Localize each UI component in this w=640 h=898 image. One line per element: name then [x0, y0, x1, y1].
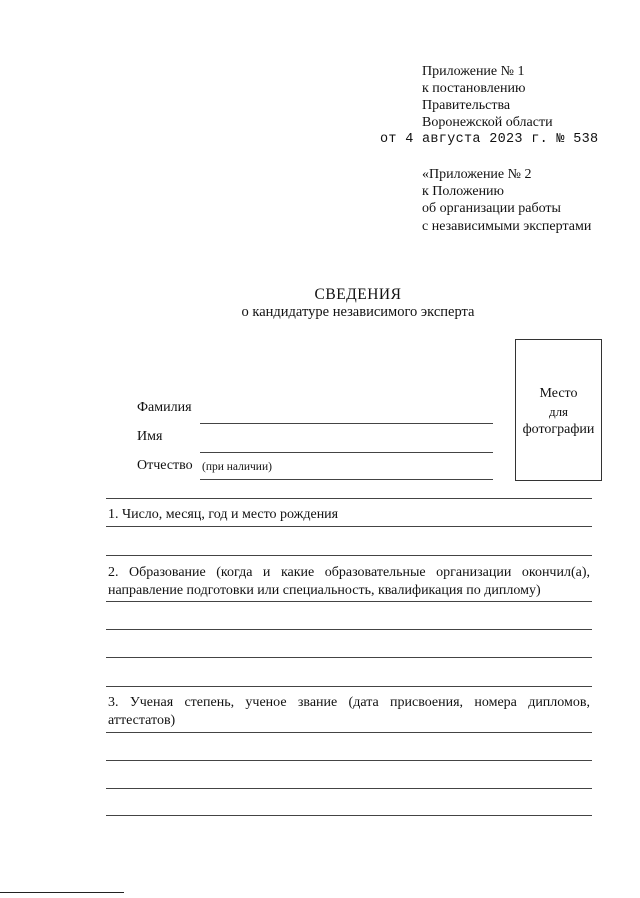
annex-2-line3: об организации работы: [422, 201, 561, 216]
patronymic-label: Отчество: [137, 458, 193, 473]
photo-label-line3: фотографии: [522, 422, 595, 437]
footnote-separator: [0, 892, 124, 893]
document-subtitle: о кандидатуре независимого эксперта: [241, 304, 475, 320]
name-field-line[interactable]: [200, 452, 493, 453]
section-1-heading: 1. Число, месяц, год и место рождения: [108, 507, 339, 522]
section-2-heading: 2. Образование (когда и какие образовательные организации окончил(а), направление подготовки или специальность, квалификация по диплому): [108, 565, 590, 598]
annex-2-title: «Приложение № 2: [422, 167, 532, 182]
divider-line: [106, 498, 592, 499]
photo-label-line2: для: [548, 404, 569, 419]
patronymic-field-line[interactable]: [200, 479, 493, 480]
resolution-date-number: от 4 августа 2023 г. № 538: [380, 132, 599, 147]
section-3-answer-line-1[interactable]: [106, 732, 592, 733]
patronymic-note: (при наличии): [202, 461, 272, 473]
surname-label: Фамилия: [137, 400, 192, 415]
annex-2-line2: к Положению: [422, 184, 505, 199]
section-3-answer-line-3[interactable]: [106, 788, 592, 789]
photo-placeholder: [515, 339, 602, 481]
section-3-answer-line-4[interactable]: [106, 815, 592, 816]
section-2-answer-line-1[interactable]: [106, 601, 592, 602]
section-3-answer-line-2[interactable]: [106, 760, 592, 761]
name-label: Имя: [137, 429, 163, 444]
section-2-answer-line-2[interactable]: [106, 629, 592, 630]
section-1-answer-line-1[interactable]: [106, 526, 592, 527]
document-title: СВЕДЕНИЯ: [314, 286, 402, 303]
section-3-heading: 3. Ученая степень, ученое звание (дата присвоения, номера дипломов, аттестатов): [108, 695, 590, 728]
annex-2-line4: с независимыми экспертами: [422, 219, 592, 234]
annex-1-line2: к постановлению: [422, 81, 526, 96]
section-2-answer-line-4[interactable]: [106, 686, 592, 687]
section-1-answer-line-2[interactable]: [106, 555, 592, 556]
annex-1-line4: Воронежской области: [422, 115, 553, 130]
section-2-answer-line-3[interactable]: [106, 657, 592, 658]
annex-1-title: Приложение № 1: [422, 64, 525, 79]
photo-label-line1: Место: [539, 386, 578, 401]
surname-field-line[interactable]: [200, 423, 493, 424]
annex-1-line3: Правительства: [422, 98, 511, 113]
